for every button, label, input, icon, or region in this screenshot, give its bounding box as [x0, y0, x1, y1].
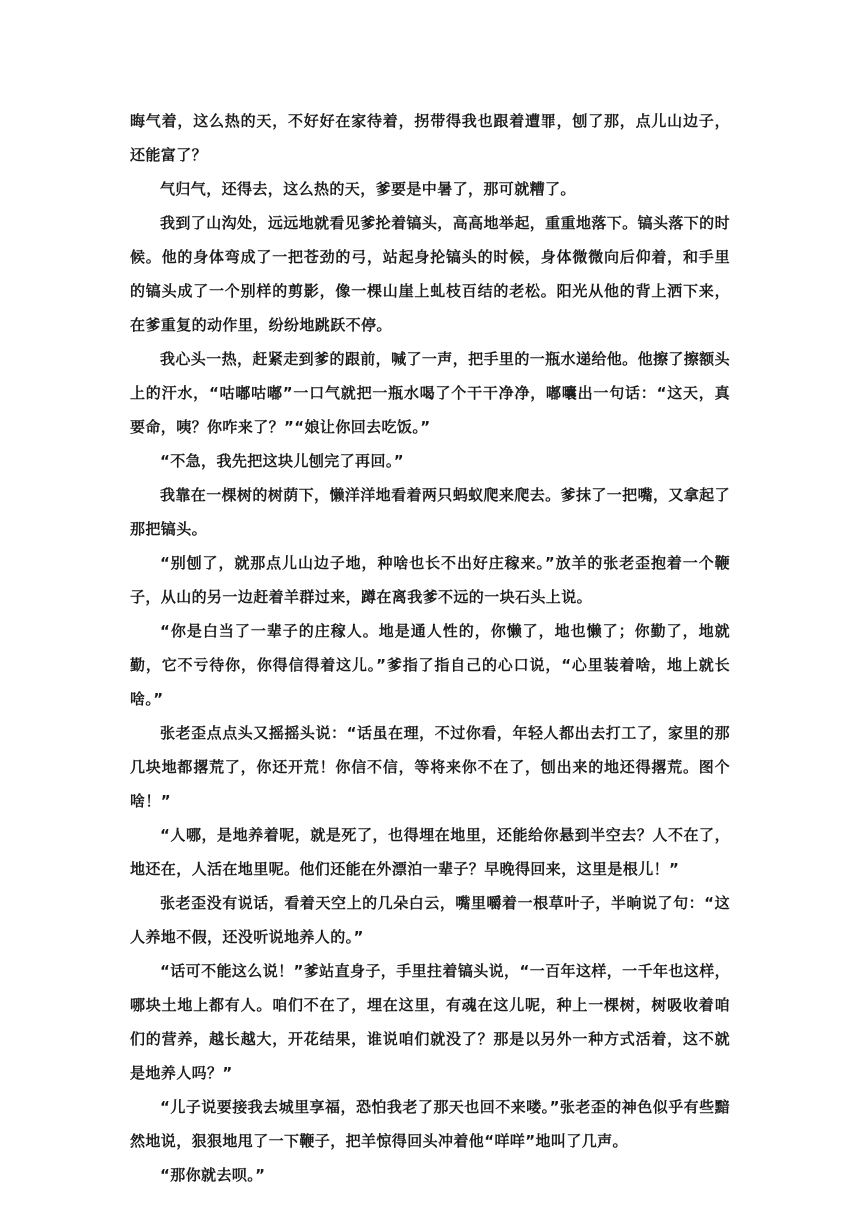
paragraph-6: 我靠在一棵树的树荫下，懒洋洋地看着两只蚂蚁爬来爬去。爹抹了一把嘴，又拿起了那把镐头。 [130, 486, 730, 538]
paragraph-2: 气归气，还得去，这么热的天，爹要是中暑了，那可就糟了。 [160, 180, 576, 198]
paragraph-13: “儿子说要接我去城里享福，恐怕我老了那天也回不来喽。”张老歪的神色似乎有些黯然地说，狠狠地甩了一下鞭子，把羊惊得回头冲着他“咩咩”地叫了几声。 [130, 1098, 730, 1150]
document-body [130, 104, 730, 1192]
paragraph-10: “人哪，是地养着呢，就是死了，也得埋在地里，还能给你悬到半空去？人不在了，地还在，人活在地里呢。他们还能在外漂泊一辈子？早晚得回来，这里是根儿！” [130, 826, 730, 878]
paragraph-9: 张老歪点点头又摇摇头说：“话虽在理，不过你看，年轻人都出去打工了，家里的那几块地都撂荒了，你还开荒！你信不信，等将来你不在了，刨出来的地还得撂荒。图个啥！” [130, 724, 730, 810]
paragraph-4: 我心头一热，赶紧走到爹的跟前，喊了一声，把手里的一瓶水递给他。他擦了擦额头上的汗水，“咕嘟咕嘟”一口气就把一瓶水喝了个干干净净，嘟囔出一句话：“这天，真要命，咦？你咋来了？”“娘让你回去吃饭。” [130, 350, 730, 436]
paragraph-12: “话可不能这么说！”爹站直身子，手里拄着镐头说，“一百年这样，一千年也这样，哪块土地上都有人。咱们不在了，埋在这里，有魂在这儿呢，种上一棵树，树吸收着咱们的营养，越长越大，开花结果，谁说咱们就没了？那是以另外一种方式活着，这不就是地养人吗？” [130, 962, 730, 1082]
paragraph-14: “那你就去呗。” [160, 1166, 266, 1184]
paragraph-5: “不急，我先把这块儿刨完了再回。” [160, 452, 405, 470]
paragraph-8: “你是白当了一辈子的庄稼人。地是通人性的，你懒了，地也懒了；你勤了，地就勤，它不亏待你，你得信得着这儿。”爹指了指自己的心口说，“心里装着啥，地上就长啥。” [130, 622, 730, 708]
paragraph-1: 晦气着，这么热的天，不好好在家待着，拐带得我也跟着遭罪，刨了那，点儿山边子，还能富了？ [130, 112, 730, 164]
paragraph-7: “别刨了，就那点儿山边子地，种啥也长不出好庄稼来。”放羊的张老歪抱着一个鞭子，从山的另一边赶着羊群过来，蹲在离我爹不远的一块石头上说。 [130, 554, 730, 606]
paragraph-3: 我到了山沟处，远远地就看见爹抡着镐头，高高地举起，重重地落下。镐头落下的时候。他的身体弯成了一把苍劲的弓，站起身抡镐头的时候，身体微微向后仰着，和手里的镐头成了一个别样的剪影，像一棵山崖上虬枝百结的老松。阳光从他的背上洒下来，在爹重复的动作里，纷纷地跳跃不停。 [130, 214, 730, 334]
paragraph-11: 张老歪没有说话，看着天空上的几朵白云，嘴里嚼着一根草叶子，半晌说了句：“这人养地不假，还没听说地养人的。” [130, 894, 730, 946]
